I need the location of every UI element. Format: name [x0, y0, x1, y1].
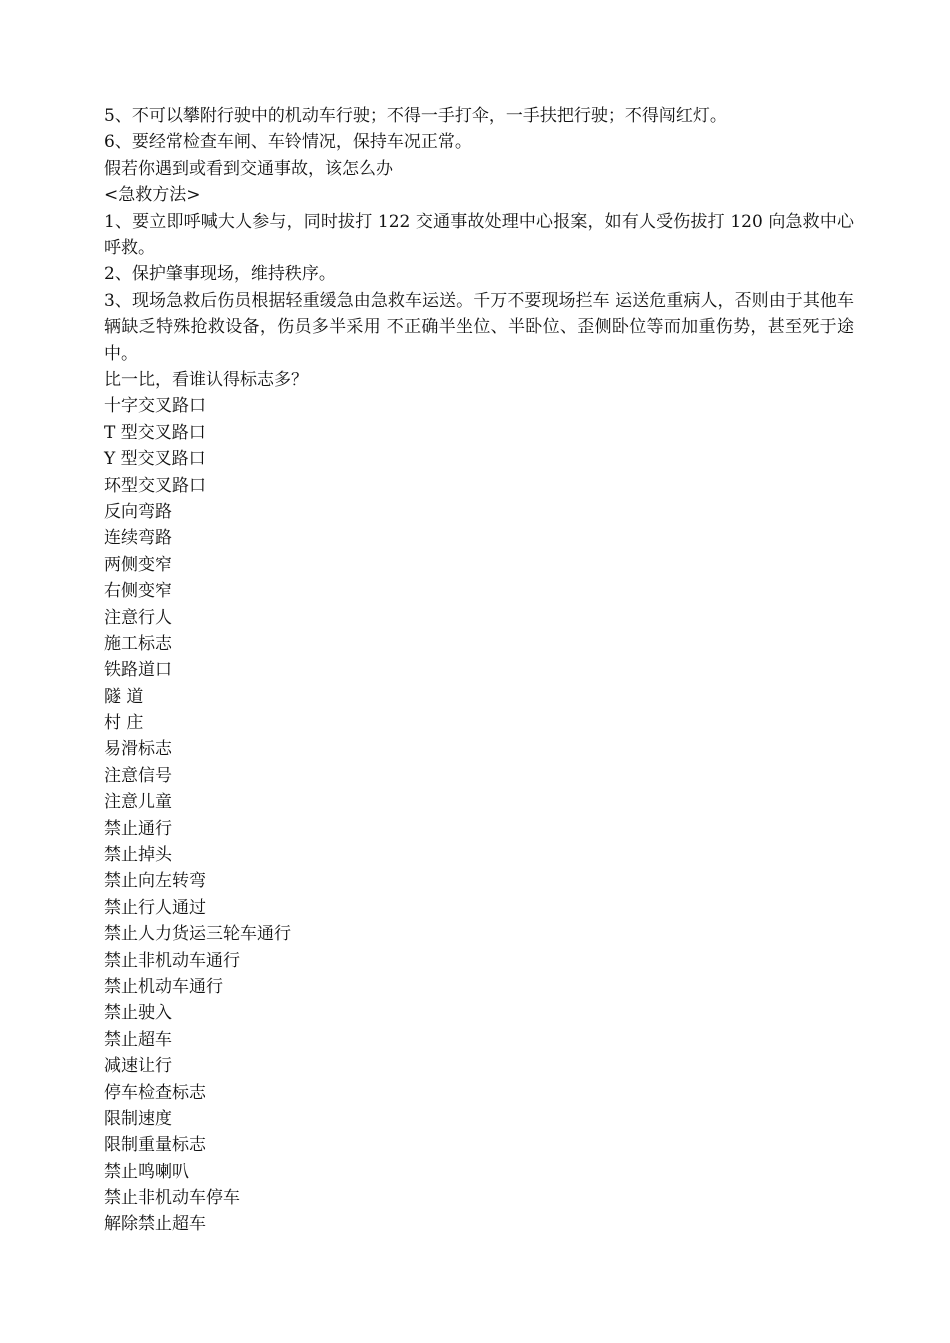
traffic-sign-item: 禁止非机动车停车	[104, 1188, 240, 1209]
traffic-sign-item: 反向弯路	[104, 501, 172, 522]
traffic-sign-item: 村 庄	[104, 713, 144, 734]
first-aid-heading: <急救方法>	[104, 185, 201, 206]
traffic-sign-item: T 型交叉路口	[104, 422, 206, 443]
traffic-sign-item: 禁止非机动车通行	[104, 950, 240, 971]
traffic-sign-item: 禁止向左转弯	[104, 871, 206, 892]
signs-prompt: 比一比，看谁认得标志多？	[104, 369, 308, 390]
traffic-sign-item: 禁止掉头	[104, 845, 172, 866]
traffic-sign-item: 铁路道口	[104, 660, 172, 681]
first-aid-step-1: 1、要立即呼喊大人参与，同时拔打 122 交通事故处理中心报案，如有人受伤拔打 120 向急救中心呼救。	[104, 211, 854, 258]
traffic-sign-item: 连续弯路	[104, 528, 172, 549]
traffic-sign-item: 禁止机动车通行	[104, 976, 223, 997]
traffic-sign-item: 注意行人	[104, 607, 172, 628]
accident-question: 假若你遇到或看到交通事故，该怎么办	[104, 158, 393, 179]
traffic-sign-item: 禁止超车	[104, 1029, 172, 1050]
traffic-sign-item: 禁止通行	[104, 818, 172, 839]
traffic-sign-item: 右侧变窄	[104, 581, 172, 602]
document-body	[104, 103, 854, 1238]
traffic-sign-item: 解除禁止超车	[104, 1214, 206, 1235]
traffic-sign-item: 限制重量标志	[104, 1135, 206, 1156]
traffic-sign-item: 隧 道	[104, 686, 144, 707]
traffic-signs-list	[104, 393, 854, 1238]
traffic-sign-item: 限制速度	[104, 1108, 172, 1129]
traffic-sign-item: 易滑标志	[104, 739, 172, 760]
traffic-sign-item: 施工标志	[104, 633, 172, 654]
traffic-sign-item: 禁止人力货运三轮车通行	[104, 924, 291, 945]
traffic-sign-item: 禁止行人通过	[104, 897, 206, 918]
first-aid-step-2: 2、保护肇事现场，维持秩序。	[104, 264, 336, 285]
traffic-sign-item: 环型交叉路口	[104, 475, 206, 496]
traffic-sign-item: 两侧变窄	[104, 554, 172, 575]
traffic-sign-item: Y 型交叉路口	[104, 449, 206, 470]
first-aid-step-3: 3、现场急救后伤员根据轻重缓急由急救车运送。千万不要现场拦车 运送危重病人，否则由于其他车辆缺乏特殊抢救设备，伤员多半采用 不正确半坐位、半卧位、歪侧卧位等而加重伤势，甚至死于途中。	[104, 290, 854, 364]
traffic-sign-item: 十字交叉路口	[104, 396, 206, 417]
traffic-sign-item: 禁止鸣喇叭	[104, 1161, 189, 1182]
traffic-sign-item: 禁止驶入	[104, 1003, 172, 1024]
traffic-sign-item: 减速让行	[104, 1056, 172, 1077]
traffic-sign-item: 停车检查标志	[104, 1082, 206, 1103]
traffic-sign-item: 注意信号	[104, 765, 172, 786]
traffic-sign-item: 注意儿童	[104, 792, 172, 813]
rule-6-text: 6、要经常检查车闸、车铃情况，保持车况正常。	[104, 132, 472, 153]
rule-5-text: 5、不可以攀附行驶中的机动车行驶；不得一手打伞，一手扶把行驶；不得闯红灯。	[104, 106, 727, 126]
